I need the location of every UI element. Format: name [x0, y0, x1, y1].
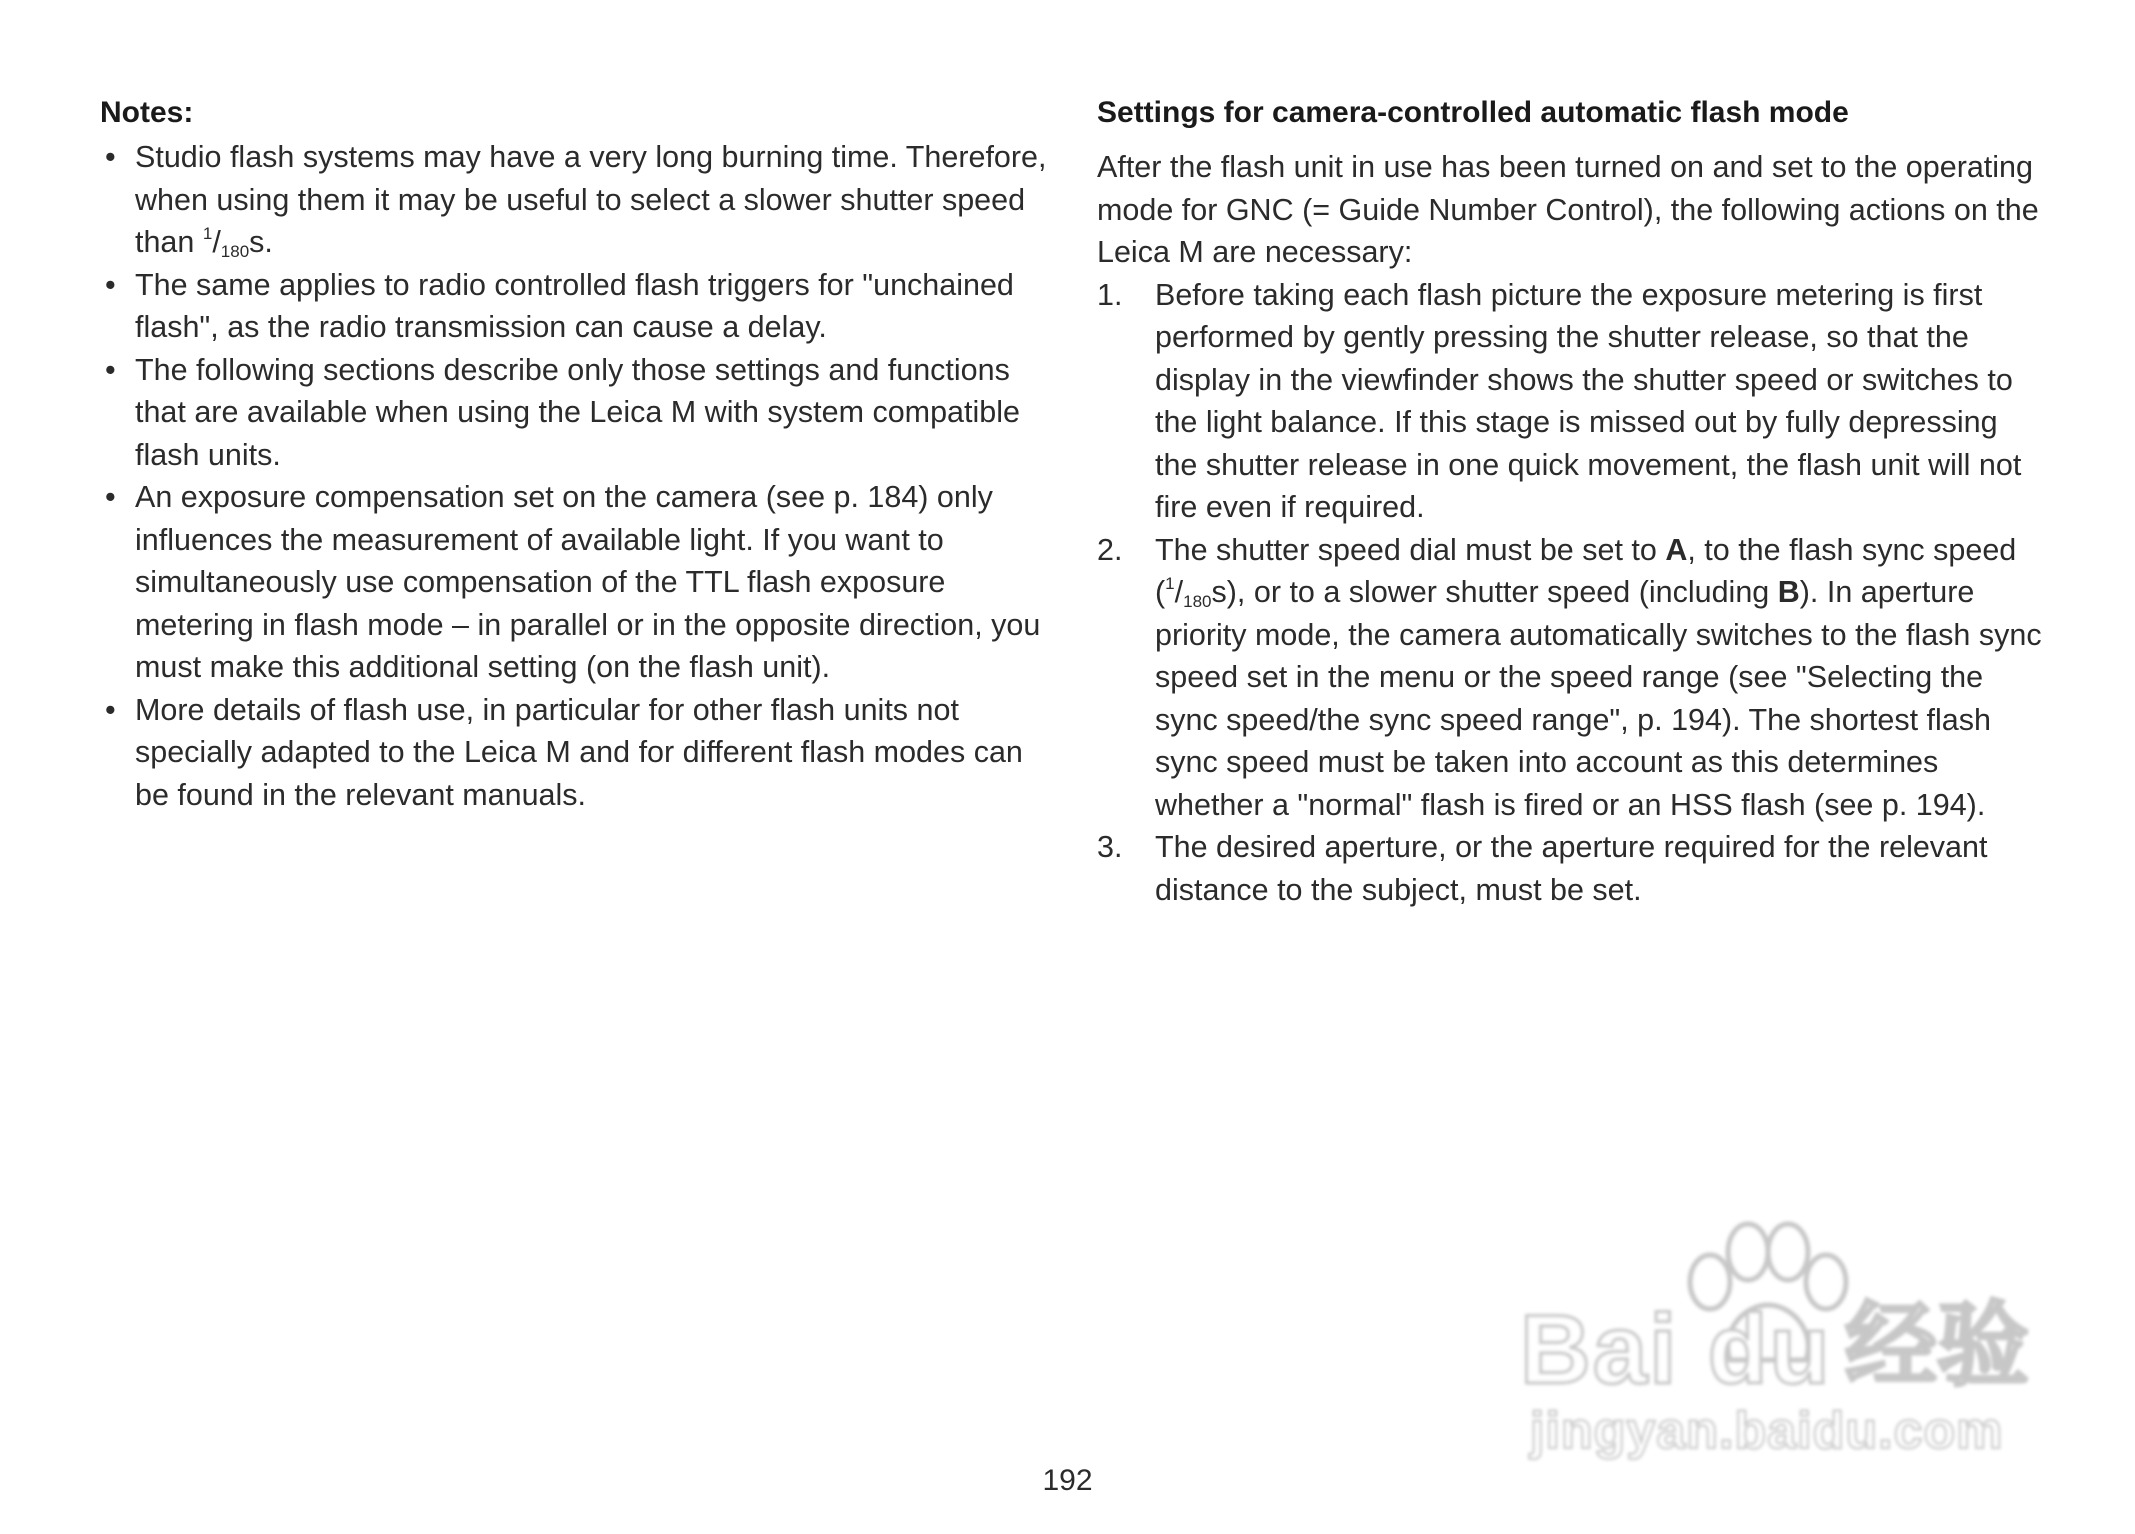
- note-text: The following sections describe only those settings and functions that are available when using the Leica M with system compatible flash units.: [135, 352, 1020, 472]
- watermark-brand: Bai du: [1520, 1294, 1832, 1404]
- note-item: • Studio flash systems may have a very long burning time. Therefore, when using them it may be useful to select a slower shutter speed than $^1/_{180}s$.: [100, 136, 1050, 264]
- steps-list: [1097, 274, 2047, 912]
- note-text: An exposure compensation set on the camera (see p. 184) only influences the measurement of available light. If you want to simultaneously use compensation of the TTL flash exposure metering in flash mode – in parallel or in the opposite direction, you must make this additional setting (on the flash unit).: [135, 480, 1041, 684]
- note-item: [100, 689, 1050, 817]
- step-text: The desired aperture, or the aperture required for the relevant distance to the subject, must be set.: [1155, 830, 1988, 907]
- bullet-icon: •: [105, 267, 116, 302]
- bullet-icon: •: [105, 692, 116, 727]
- bullet-icon: •: [105, 352, 116, 387]
- note-text: The same applies to radio controlled flash triggers for "unchained flash", as the radio transmission can cause a delay.: [135, 267, 1014, 344]
- note-item: [100, 349, 1050, 477]
- baidu-watermark: [1520, 1220, 2040, 1480]
- note-item: [100, 264, 1050, 349]
- dial-setting-a: A: [1665, 532, 1688, 567]
- step-number: 1.: [1097, 277, 1123, 312]
- page-number: 192: [1042, 1464, 1093, 1497]
- left-column: [100, 92, 1050, 816]
- step-number: 2.: [1097, 532, 1123, 567]
- dial-setting-b: B: [1777, 575, 1800, 609]
- notes-heading: Notes:: [100, 96, 194, 129]
- step-text: Before taking each flash picture the exposure metering is first performed by gently pressing the shutter release, so that the display in the viewfinder shows the shutter speed or switches to the light balance. If this stage is missed out by fully depressing the shutter release in one quick movement, the flash unit will not fire even if required.: [1155, 277, 2022, 524]
- step-text: The shutter speed dial must be set to: [1155, 532, 1666, 567]
- section-heading: Settings for camera-controlled automatic flash mode: [1097, 96, 1849, 129]
- note-item: [100, 476, 1050, 689]
- notes-list: [100, 136, 1050, 816]
- step-item: [1097, 826, 2047, 911]
- step-item: [1097, 274, 2047, 529]
- step-item: 2. The shutter speed dial must be set to A, to the flash sync speed $(^1/_{180}s)$, or to a slower shutter speed (including B). In aperture priority mode, the camera automatically switches to the flash sync speed set in the menu or the speed range (see "Selecting the sync speed/the sync speed range", p. 194). The shortest flash sync speed must be taken into account as this determines whether a "normal" flash is fired or an HSS flash (see p. 194).: [1097, 529, 2047, 827]
- right-column: [1097, 92, 2047, 911]
- watermark-brand-cn: 经验: [1845, 1295, 2030, 1397]
- watermark-url: jingyan.baidu.com: [1530, 1402, 2004, 1460]
- shutter-fraction: $^1/_{180}$: [1165, 574, 1212, 611]
- note-text: Studio flash systems may have a very long burning time. Therefore, when using them it may be useful to select a slower shutter speed than: [135, 140, 1047, 259]
- bullet-icon: •: [105, 140, 116, 174]
- step-number: 3.: [1097, 830, 1123, 864]
- bullet-icon: •: [105, 480, 116, 514]
- intro-paragraph: After the flash unit in use has been turned on and set to the operating mode for GNC (= Guide Number Control), the following actions on the Leica M are necessary:: [1097, 150, 2039, 269]
- shutter-fraction: $^1/_{180}$: [202, 224, 250, 261]
- note-text: More details of flash use, in particular for other flash units not specially adapted to the Leica M and for different flash modes can be found in the relevant manuals.: [135, 692, 1023, 812]
